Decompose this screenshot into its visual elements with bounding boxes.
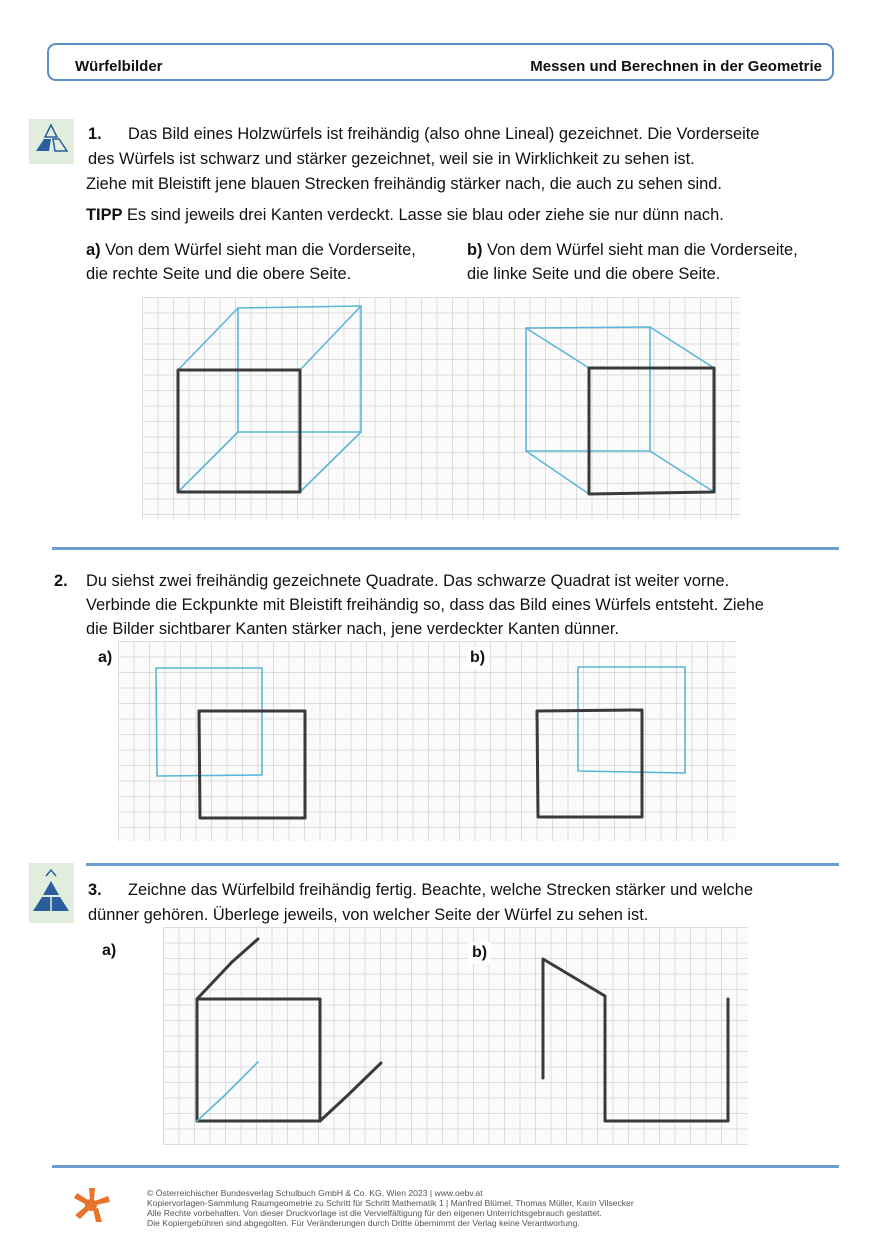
worksheet-title: Würfelbilder (75, 58, 163, 75)
exercise-3-text-line2: dünner gehören. Überlege jeweils, von welcher Seite der Würfel zu sehen ist. (88, 906, 649, 924)
publisher-logo-icon (72, 1186, 110, 1224)
exercise-2-text-line2: Verbinde die Eckpunkte mit Bleistift freihändig so, dass das Bild eines Würfels entsteht. Ziehe (86, 596, 764, 614)
exercise-2a-label: a) (94, 647, 116, 669)
exercise-2-text-line3: die Bilder sichtbarer Kanten stärker nach, jene verdeckter Kanten dünner. (86, 620, 620, 638)
exercise-3a-label: a) (98, 940, 120, 962)
footer-divider (52, 1165, 839, 1168)
partial-cube-3a-drawing (197, 939, 381, 1121)
footer-line-1: © Österreichischer Bundesverlag Schulbuch GmbH & Co. KG, Wien 2023 | www.oebv.at (147, 1188, 483, 1198)
exercise-1a-label: a) (86, 241, 101, 259)
exercise-3-text-line1: Zeichne das Würfelbild freihändig fertig. Beachte, welche Strecken stärker und welche (128, 881, 753, 899)
exercise-1b-line2: die linke Seite und die obere Seite. (467, 265, 721, 283)
exercise-2-number: 2. (54, 572, 68, 590)
chapter-title: Messen und Berechnen in der Geometrie (530, 58, 822, 75)
exercise-1-text-line3: Ziehe mit Bleistift jene blauen Strecken freihändig stärker nach, die auch zu sehen sind. (86, 175, 722, 193)
exercise-1-text-line2: des Würfels ist schwarz und stärker gezeichnet, weil sie in Wirklichkeit zu sehen ist. (88, 150, 695, 168)
exercise-2-text-line1: Du siehst zwei freihändig gezeichnete Quadrate. Das schwarze Quadrat ist weiter vorne. (86, 572, 730, 590)
exercise-1-text-line1: Das Bild eines Holzwürfels ist freihändig (also ohne Lineal) gezeichnet. Die Vorderseite (128, 125, 760, 143)
footer-copyright (147, 1188, 634, 1228)
exercise-3-number: 3. (88, 881, 102, 899)
exercise-1-number: 1. (88, 125, 102, 143)
exercise-1b-label: b) (467, 241, 483, 259)
tip-label: TIPP (86, 206, 123, 224)
exercise-3b-label: b) (468, 942, 491, 964)
tip-text: Es sind jeweils drei Kanten verdeckt. Lasse sie blau oder ziehe sie nur dünn nach. (127, 206, 724, 224)
exercise-1a-text: Von dem Würfel sieht man die Vorderseite, (105, 241, 416, 259)
footer-line-4: Die Kopiergebühren sind abgegolten. Für Veränderungen durch Dritte übernimmt der Verlag keine Verantwortung. (147, 1218, 580, 1228)
exercise-1b-text: Von dem Würfel sieht man die Vorderseite, (487, 241, 798, 259)
partial-cube-3b-drawing (543, 959, 728, 1121)
footer-line-2: Kopiervorlagen-Sammlung Raumgeometrie zu Schritt für Schritt Mathematik 1 | Manfred Blümel, Thomas Müller, Karin Vilsecker (147, 1198, 634, 1208)
exercise-2b-label: b) (466, 647, 489, 669)
exercise-1a-line2: die rechte Seite und die obere Seite. (86, 265, 352, 283)
footer-line-3: Alle Rechte vorbehalten. Von dieser Druckvorlage ist die Vervielfältigung für den eigenen Unterrichtsgebrauch gestattet. (147, 1208, 602, 1218)
